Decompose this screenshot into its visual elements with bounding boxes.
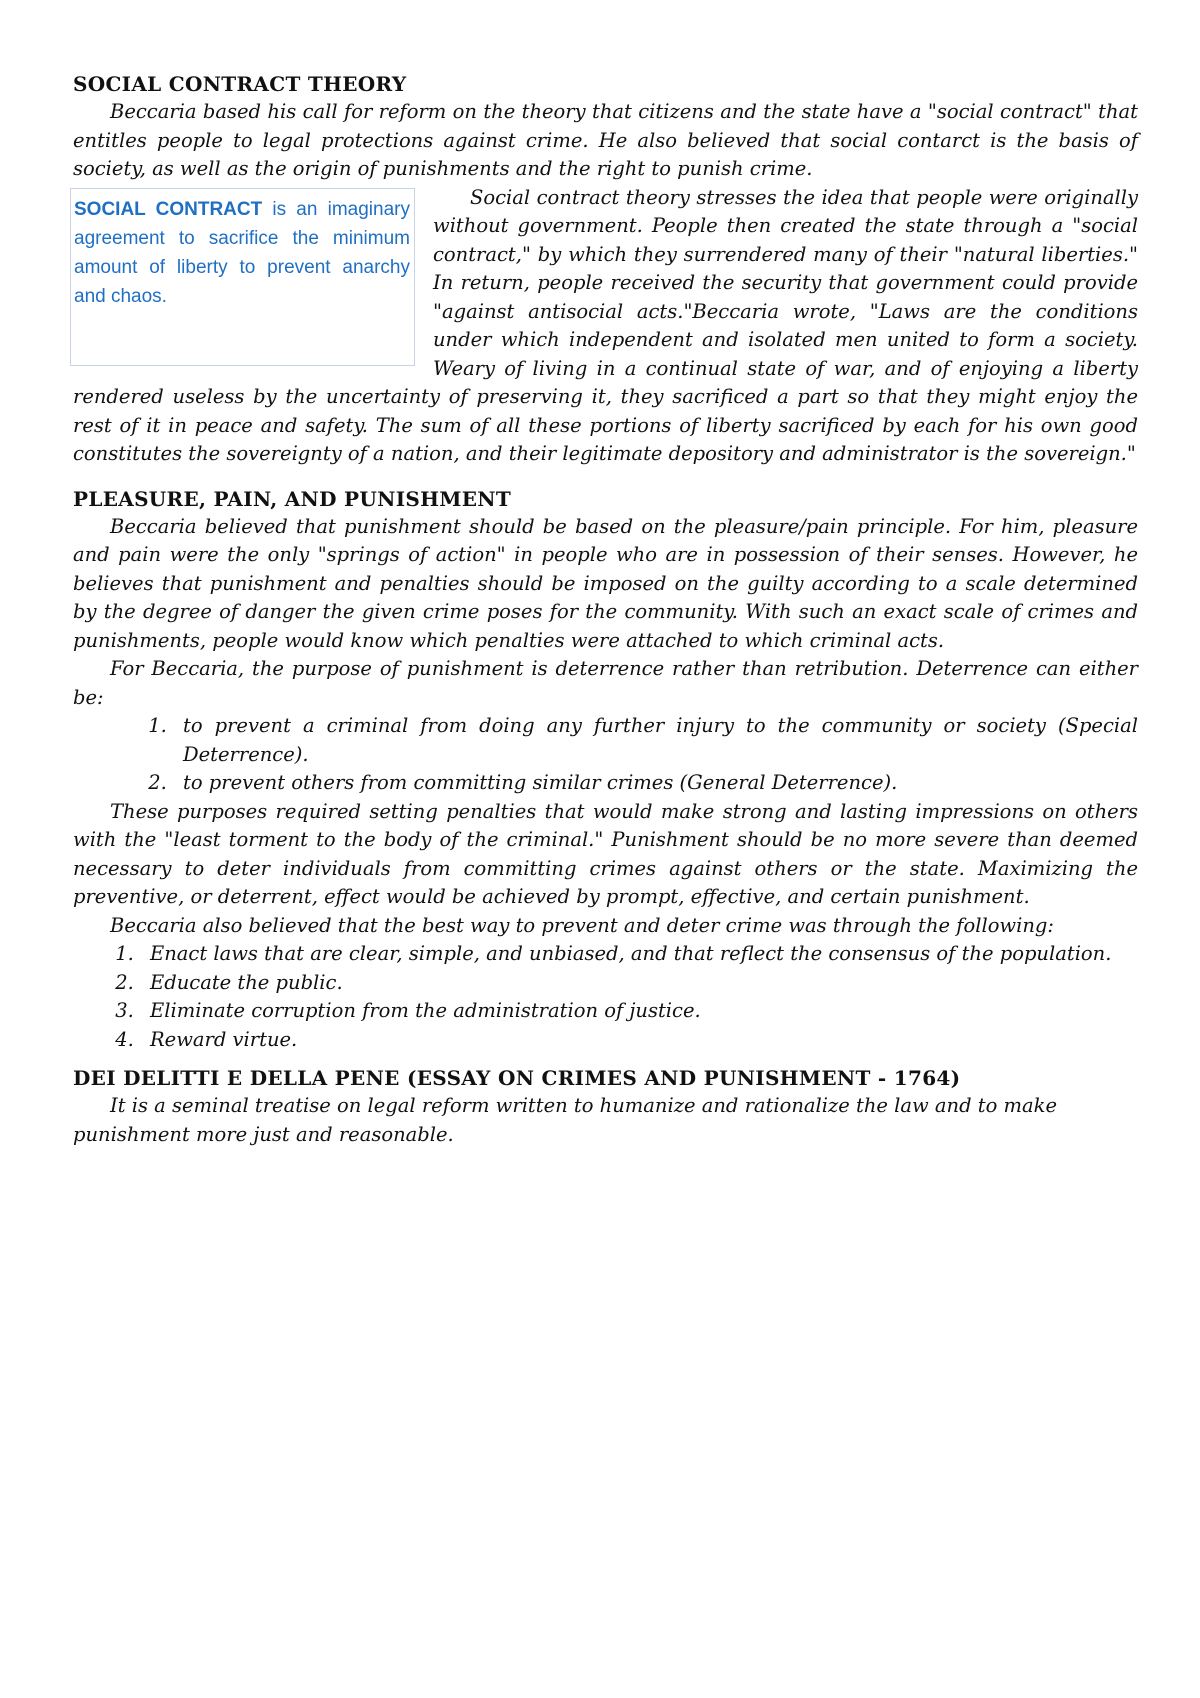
pleasure-pain-paragraph-3: These purposes required setting penalties that would make strong and lasting impressions on others with the "least torment to the body of the criminal." Punishment should be no more severe than deemed necessary to deter individuals from committing crimes against others or the state. Maximizing the preventive, or deterrent, effect would be achieved by prompt, effective, and certain punishment. <box>73 799 1138 908</box>
essay-heading: DEI DELITTI E DELLA PENE (ESSAY ON CRIMES AND PUNISHMENT - 1764) <box>73 1066 961 1090</box>
social-contract-heading: SOCIAL CONTRACT THEORY <box>73 72 407 96</box>
callout-definition: is an imaginary agreement to sacrifice the minimum amount of liberty to prevent anarchy and chaos. <box>74 198 410 307</box>
callout-term: SOCIAL CONTRACT <box>74 198 263 220</box>
deterrence-list <box>73 712 1138 798</box>
list-item: 4. Reward virtue. <box>140 1026 1138 1055</box>
pleasure-pain-paragraph-4: Beccaria also believed that the best way to prevent and deter crime was through the following: <box>110 913 1054 937</box>
pleasure-pain-heading: PLEASURE, PAIN, AND PUNISHMENT <box>73 486 512 511</box>
pleasure-pain-paragraph-1: Beccaria believed that punishment should be based on the pleasure/pain principle. For him, pleasure and pain were the only "springs of action" in people who are in possession of their senses. However, he believes that punishment and penalties should be imposed on the guilty according to a scale determined by the degree of danger the given crime poses for the community. With such an exact scale of crimes and punishments, people would know which penalties were attached to which criminal acts. <box>73 514 1138 652</box>
essay-paragraph: It is a seminal treatise on legal reform written to humanize and rationalize the law and to make punishment more just and reasonable. <box>73 1094 1058 1146</box>
pleasure-pain-paragraph-2: For Beccaria, the purpose of punishment is deterrence rather than retribution. Deterrence can either be: <box>73 657 1138 709</box>
social-contract-body: Social contract theory stresses the idea that people were originally without government. People then created the state through a "social contract," by which they surrendered many of their "natural liberties." In return, people received the security that government could provide "against antisocial acts."Beccaria wrote, "Laws are the conditions under which independent and isolated men united to form a society. Weary of living in a continual state of war, and of enjoying a liberty rendered useless by the uncertainty of preserving it, they sacrificed a part so that they might enjoy the rest of it in peace and safety. The sum of all these portions of liberty sacrificed by each for his own good constitutes the sovereignty of a nation, and their legitimate depository and administrator is the sovereign." <box>73 185 1138 465</box>
list-item: 1. Enact laws that are clear, simple, and unbiased, and that reflect the consensus of the population. <box>140 940 1138 969</box>
list-item: 1. to prevent a criminal from doing any further injury to the community or society (Special Deterrence). <box>173 712 1138 769</box>
list-item: 3. Eliminate corruption from the administration of justice. <box>140 997 1138 1026</box>
definition-callout-box <box>70 188 415 366</box>
document-page <box>73 70 1138 1149</box>
list-item: 2. Educate the public. <box>140 969 1138 998</box>
social-contract-body-block <box>73 184 1138 469</box>
list-item: 2. to prevent others from committing similar crimes (General Deterrence). <box>173 769 1138 798</box>
social-contract-intro: Beccaria based his call for reform on the theory that citizens and the state have a "social contract" that entitles people to legal protections against crime. He also believed that social contarct is the basis of society, as well as the origin of punishments and the right to punish crime. <box>73 100 1138 180</box>
crime-prevention-list <box>73 940 1138 1054</box>
